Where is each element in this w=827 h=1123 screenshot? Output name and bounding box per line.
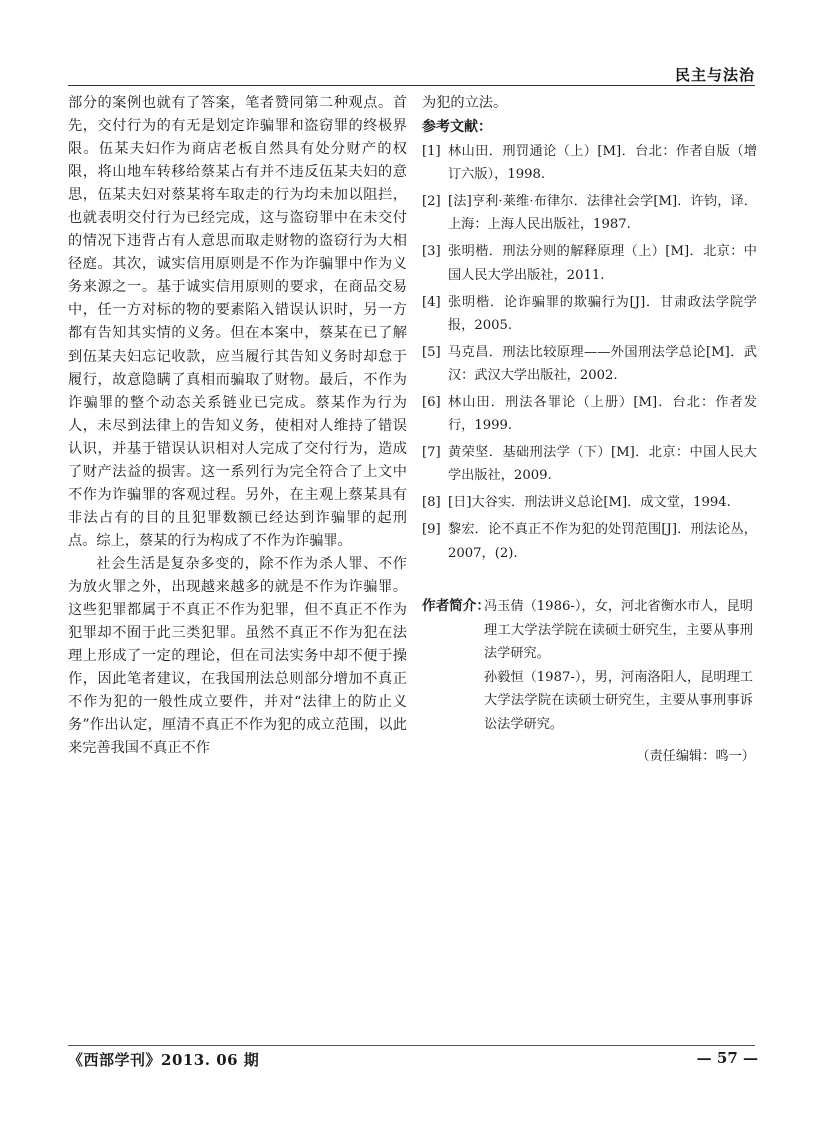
- reference-text: 黄荣坚．基础刑法学（下）[M]．北京：中国人民大学出版社，2009.: [448, 445, 757, 484]
- reference-item: [422, 518, 757, 564]
- page-number: — 57 —: [696, 1049, 758, 1067]
- author-entry: 孙毅恒（1987-），男，河南洛阳人，昆明理工大学法学院在读硕士研究生，主要从事刑事诉讼法学研究。: [484, 669, 753, 732]
- author-entry: 冯玉倩（1986-），女，河北省衡水市人，昆明理工大学法学院在读硕士研究生，主要从事刑法学研究。: [484, 599, 753, 662]
- reference-number: [1]: [422, 144, 441, 160]
- right-column: [422, 92, 757, 569]
- reference-text: 张明楷．论诈骗罪的欺骗行为[J]．甘肃政法学院学报，2005.: [448, 294, 757, 333]
- references-heading: 参考文献：: [422, 119, 492, 136]
- reference-item: [422, 240, 757, 286]
- header-divider: [68, 85, 755, 86]
- section-title: 民主与法治: [674, 66, 755, 84]
- reference-number: [8]: [422, 495, 441, 511]
- author-row: [422, 595, 757, 737]
- responsible-editor: （责任编辑：鸣一）: [636, 748, 755, 764]
- author-label: 作者简介：: [422, 598, 490, 614]
- body-paragraph-1: 部分的案例也就有了答案，笔者赞同第二种观点。首先，交付行为的有无是划定诈骗罪和盗窃罪的终极界限。伍某夫妇作为商店老板自然具有处分财产的权限，将山地车转移给蔡某占有并不违反伍某夫妇的意思，伍某夫妇对蔡某将车取走的行为均未加以阻拦，也就表明交付行为已经完成，这与盗窃罪中在未交付的情况下违背占有人意思而取走财物的盗窃行为大相径庭。其次，诚实信用原则是不作为诈骗罪中作为义务来源之一。基于诚实信用原则的要求，在商品交易中，任一方对标的物的要素陷入错误认识时，另一方都有告知其实情的义务。但在本案中，蔡某在已了解到伍某夫妇忘记收款，应当履行其告知义务时却怠于履行，故意隐瞒了真相而骗取了财物。最后，不作为诈骗罪的整个动态关系链业已完成。蔡某作为行为人，未尽到法律上的告知义务，使相对人维持了错误认识，并基于错误认识相对人完成了交付行为，造成了财产法益的损害。这一系列行为完全符合了上文中不作为诈骗罪的客观过程。另外，在主观上蔡某具有非法占有的目的且犯罪数额已经达到诈骗罪的起刑点。综上，蔡某的行为构成了不作为诈骗罪。: [68, 95, 407, 549]
- reference-text: [日]大谷实．刑法讲义总论[M]．成文堂，1994.: [448, 495, 731, 511]
- reference-number: [9]: [422, 522, 441, 538]
- author-entries: [484, 595, 757, 737]
- reference-item: [422, 441, 757, 487]
- journal-issue: 《西部学刊》2013. 06 期: [68, 1051, 260, 1069]
- reference-text: 林山田．刑罚通论（上）[M]．台北：作者自版（增订六版），1998.: [448, 144, 757, 183]
- reference-item: [422, 190, 757, 236]
- reference-item: [422, 291, 757, 337]
- reference-number: [4]: [422, 294, 441, 310]
- author-info: [422, 595, 757, 768]
- reference-number: [7]: [422, 445, 441, 461]
- reference-text: 张明楷．刑法分则的解释原理（上）[M]．北京：中国人民大学出版社，2011.: [448, 244, 757, 283]
- left-column: [68, 92, 407, 760]
- reference-list: [422, 140, 757, 565]
- reference-item: [422, 491, 757, 514]
- body-paragraph-2: 社会生活是复杂多变的，除不作为杀人罪、不作为放火罪之外，出现越来越多的就是不作为诈骗罪。这些犯罪都属于不真正不作为犯罪，但不真正不作为犯罪却不囿于此三类犯罪。虽然不真正不作为犯在法理上形成了一定的理论，但在司法实务中却不便于操作，因此笔者建议，在我国刑法总则部分增加不真正不作为犯的一般性成立要件，并对“法律上的防止义务”作出认定，厘清不真正不作为犯的成立范围，以此来完善我国不真正不作: [68, 555, 407, 757]
- reference-text: 马克昌．刑法比较原理——外国刑法学总论[M]．武汉：武汉大学出版社，2002.: [448, 344, 757, 383]
- reference-text: [法]亨利·莱维·布律尔．法律社会学[M]．许钧，译．上海：上海人民出版社，1987.: [448, 194, 757, 233]
- reference-item: [422, 140, 757, 186]
- body-paragraph-continuation: 为犯的立法。: [422, 95, 508, 111]
- reference-number: [2]: [422, 194, 441, 210]
- reference-text: 黎宏．论不真正不作为犯的处罚范围[J]．刑法论丛，2007，(2).: [448, 522, 757, 561]
- reference-text: 林山田．刑法各罪论（上册）[M]．台北：作者发行，1999.: [448, 394, 757, 434]
- footer-divider: [68, 1045, 755, 1046]
- reference-number: [3]: [422, 244, 441, 260]
- reference-number: [5]: [422, 344, 441, 360]
- reference-item: [422, 341, 757, 387]
- reference-number: [6]: [422, 394, 441, 410]
- reference-item: [422, 391, 757, 437]
